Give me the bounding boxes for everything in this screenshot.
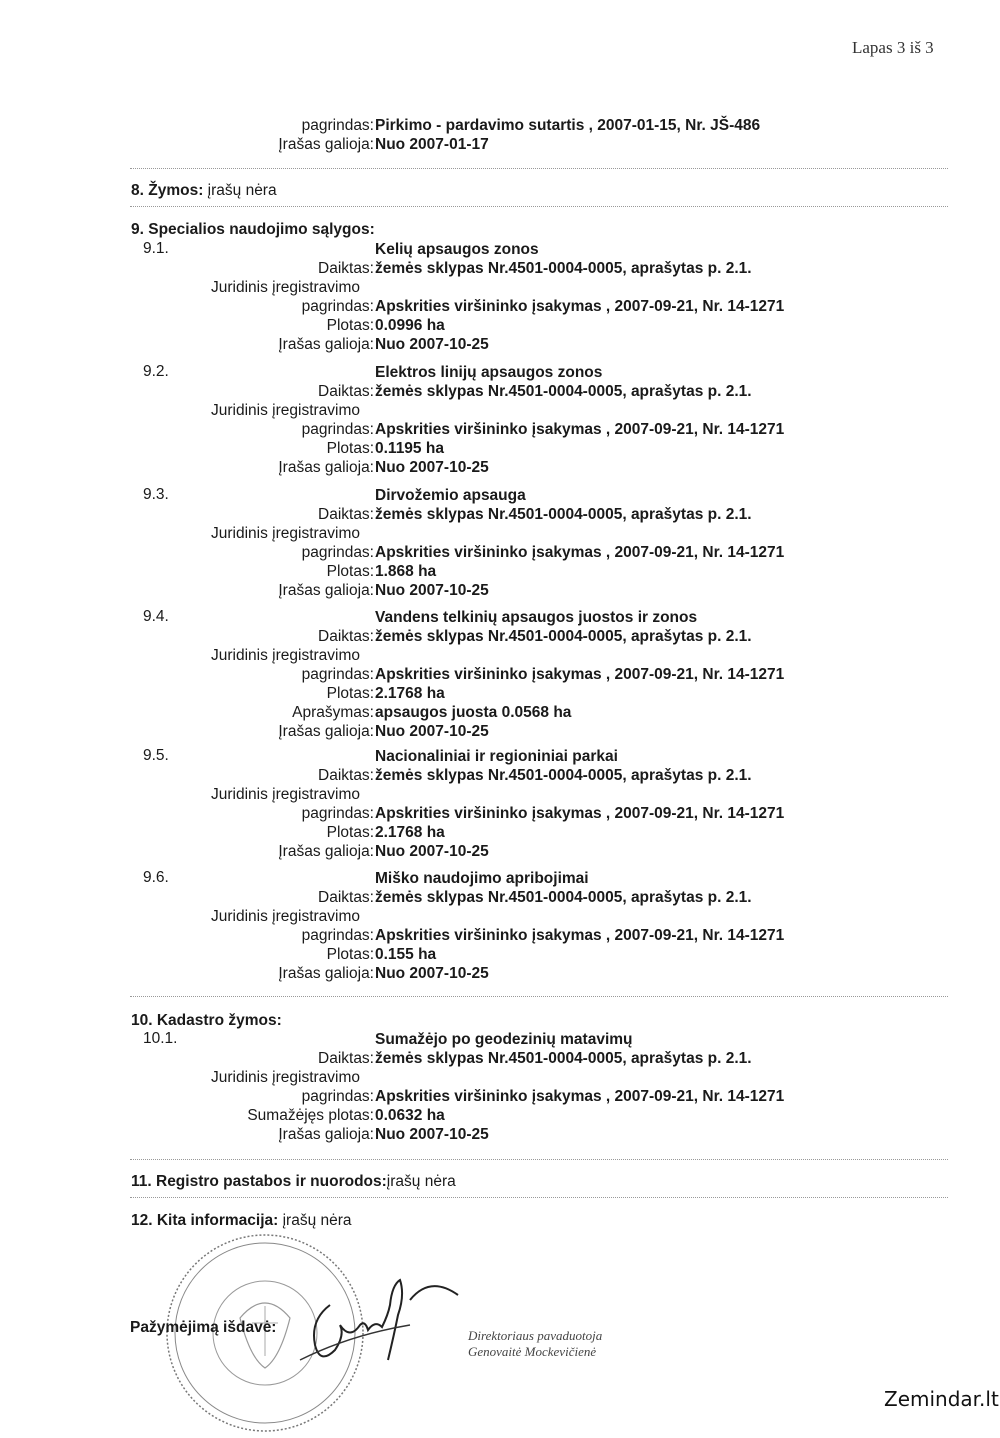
issued-by-label: Pažymėjimą išdavė:: [130, 1319, 277, 1336]
item-number: 9.6.: [143, 869, 169, 886]
item-title: Miško naudojimo apribojimai: [375, 870, 589, 887]
field-label: Daiktas:: [318, 506, 374, 523]
field-value: žemės sklypas Nr.4501-0004-0005, aprašytas p. 2.1.: [375, 628, 752, 645]
field-label: pagrindas:: [301, 421, 374, 438]
field-label: Plotas:: [326, 317, 374, 334]
field-label: pagrindas:: [301, 298, 374, 315]
section-9-title: 9. Specialios naudojimo sąlygos:: [131, 221, 375, 238]
field-value: Nuo 2007-10-25: [375, 336, 489, 353]
field-value: Nuo 2007-10-25: [375, 965, 489, 982]
field-value: žemės sklypas Nr.4501-0004-0005, aprašytas p. 2.1.: [375, 260, 752, 277]
divider: [130, 1159, 948, 1160]
item-number: 10.1.: [143, 1030, 178, 1047]
item-number: 9.1.: [143, 240, 169, 257]
field-label: Plotas:: [326, 563, 374, 580]
section-11-value: įrašų nėra: [386, 1173, 456, 1190]
item-number: 9.3.: [143, 486, 169, 503]
item-title: Elektros linijų apsaugos zonos: [375, 364, 603, 381]
page-number: Lapas 3 iš 3: [852, 38, 934, 57]
field-value: Nuo 2007-10-25: [375, 1126, 489, 1143]
field-value: Nuo 2007-10-25: [375, 843, 489, 860]
signer-name: Genovaitė Mockevičienė: [468, 1344, 597, 1359]
field-value: Nuo 2007-10-25: [375, 723, 489, 740]
field-value: Nuo 2007-10-25: [375, 582, 489, 599]
field-label: pagrindas:: [301, 544, 374, 561]
divider: [130, 168, 948, 169]
item-title: Kelių apsaugos zonos: [375, 241, 539, 258]
registration-label: Juridinis įregistravimo: [211, 525, 361, 542]
field-value: Apskrities viršininko įsakymas , 2007-09-21, Nr. 14-1271: [375, 298, 785, 315]
field-value: 0.0632 ha: [375, 1107, 445, 1124]
field-label: pagrindas:: [301, 1088, 374, 1105]
field-value: žemės sklypas Nr.4501-0004-0005, aprašytas p. 2.1.: [375, 1050, 752, 1067]
field-label: pagrindas:: [301, 805, 374, 822]
registration-label: Juridinis įregistravimo: [211, 402, 361, 419]
field-label: Plotas:: [326, 946, 374, 963]
field-value: Apskrities viršininko įsakymas , 2007-09-21, Nr. 14-1271: [375, 421, 785, 438]
basis-label: pagrindas:: [301, 117, 374, 134]
field-value: 0.0996 ha: [375, 317, 445, 334]
field-label: Įrašas galioja:: [278, 965, 374, 982]
basis-value: Pirkimo - pardavimo sutartis , 2007-01-15, Nr. JŠ-486: [375, 117, 761, 134]
field-label: Įrašas galioja:: [278, 336, 374, 353]
field-value: žemės sklypas Nr.4501-0004-0005, aprašytas p. 2.1.: [375, 889, 752, 906]
field-label: Daiktas:: [318, 767, 374, 784]
item-title: Sumažėjo po geodezinių matavimų: [375, 1031, 633, 1048]
registration-label: Juridinis įregistravimo: [211, 647, 361, 664]
field-value: 1.868 ha: [375, 563, 437, 580]
section-10-title: 10. Kadastro žymos:: [131, 1012, 282, 1029]
field-value: Apskrities viršininko įsakymas , 2007-09-21, Nr. 14-1271: [375, 666, 785, 683]
field-value: Apskrities viršininko įsakymas , 2007-09-21, Nr. 14-1271: [375, 1088, 785, 1105]
field-label: Daiktas:: [318, 383, 374, 400]
field-label: Daiktas:: [318, 260, 374, 277]
item-title: Nacionaliniai ir regioniniai parkai: [375, 748, 618, 765]
valid-value: Nuo 2007-01-17: [375, 136, 489, 153]
registration-label: Juridinis įregistravimo: [211, 786, 361, 803]
divider: [130, 1197, 948, 1198]
registration-label: Juridinis įregistravimo: [211, 279, 361, 296]
field-value: žemės sklypas Nr.4501-0004-0005, aprašytas p. 2.1.: [375, 383, 752, 400]
field-label: Daiktas:: [318, 889, 374, 906]
field-label: Įrašas galioja:: [278, 1126, 374, 1143]
field-value: 2.1768 ha: [375, 685, 445, 702]
field-label: Plotas:: [326, 824, 374, 841]
field-value: Apskrities viršininko įsakymas , 2007-09-21, Nr. 14-1271: [375, 927, 785, 944]
section-12-title: 12. Kita informacija:: [131, 1212, 279, 1229]
divider: [130, 996, 948, 997]
registration-label: Juridinis įregistravimo: [211, 1069, 361, 1086]
field-label: Įrašas galioja:: [278, 582, 374, 599]
divider: [130, 206, 948, 207]
field-label: Įrašas galioja:: [278, 723, 374, 740]
signer-title: Direktoriaus pavaduotoja: [468, 1328, 603, 1343]
field-value: 0.155 ha: [375, 946, 437, 963]
field-label: Įrašas galioja:: [278, 843, 374, 860]
item-number: 9.2.: [143, 363, 169, 380]
registration-label: Juridinis įregistravimo: [211, 908, 361, 925]
field-value: Apskrities viršininko įsakymas , 2007-09-21, Nr. 14-1271: [375, 544, 785, 561]
item-title: Vandens telkinių apsaugos juostos ir zonos: [375, 609, 698, 626]
field-label: Daiktas:: [318, 1050, 374, 1067]
field-value: žemės sklypas Nr.4501-0004-0005, aprašytas p. 2.1.: [375, 506, 752, 523]
field-value: apsaugos juosta 0.0568 ha: [375, 704, 572, 721]
field-value: 0.1195 ha: [375, 440, 444, 457]
field-label: pagrindas:: [301, 927, 374, 944]
section-11-title: 11. Registro pastabos ir nuorodos:: [131, 1173, 387, 1190]
field-label: Daiktas:: [318, 628, 374, 645]
field-value: Apskrities viršininko įsakymas , 2007-09-21, Nr. 14-1271: [375, 805, 785, 822]
field-label: Aprašymas:: [292, 704, 374, 721]
field-label: Įrašas galioja:: [278, 459, 374, 476]
section-8-title: 8. Žymos:: [131, 182, 204, 199]
field-label: Plotas:: [326, 440, 374, 457]
field-label: Plotas:: [326, 685, 374, 702]
field-label: Sumažėjęs plotas:: [247, 1107, 374, 1124]
handwritten-signature: [290, 1265, 470, 1375]
watermark-text: Zemindar.lt: [884, 1387, 999, 1411]
section-8-value: įrašų nėra: [203, 182, 277, 199]
field-label: pagrindas:: [301, 666, 374, 683]
field-value: žemės sklypas Nr.4501-0004-0005, aprašytas p. 2.1.: [375, 767, 752, 784]
item-title: Dirvožemio apsauga: [375, 487, 526, 504]
section-11: [131, 1172, 456, 1191]
field-value: 2.1768 ha: [375, 824, 445, 841]
item-number: 9.5.: [143, 747, 169, 764]
section-8: [131, 181, 277, 200]
valid-label: Įrašas galioja:: [278, 136, 374, 153]
section-12-value: įrašų nėra: [278, 1212, 352, 1229]
item-number: 9.4.: [143, 608, 169, 625]
field-value: Nuo 2007-10-25: [375, 459, 489, 476]
